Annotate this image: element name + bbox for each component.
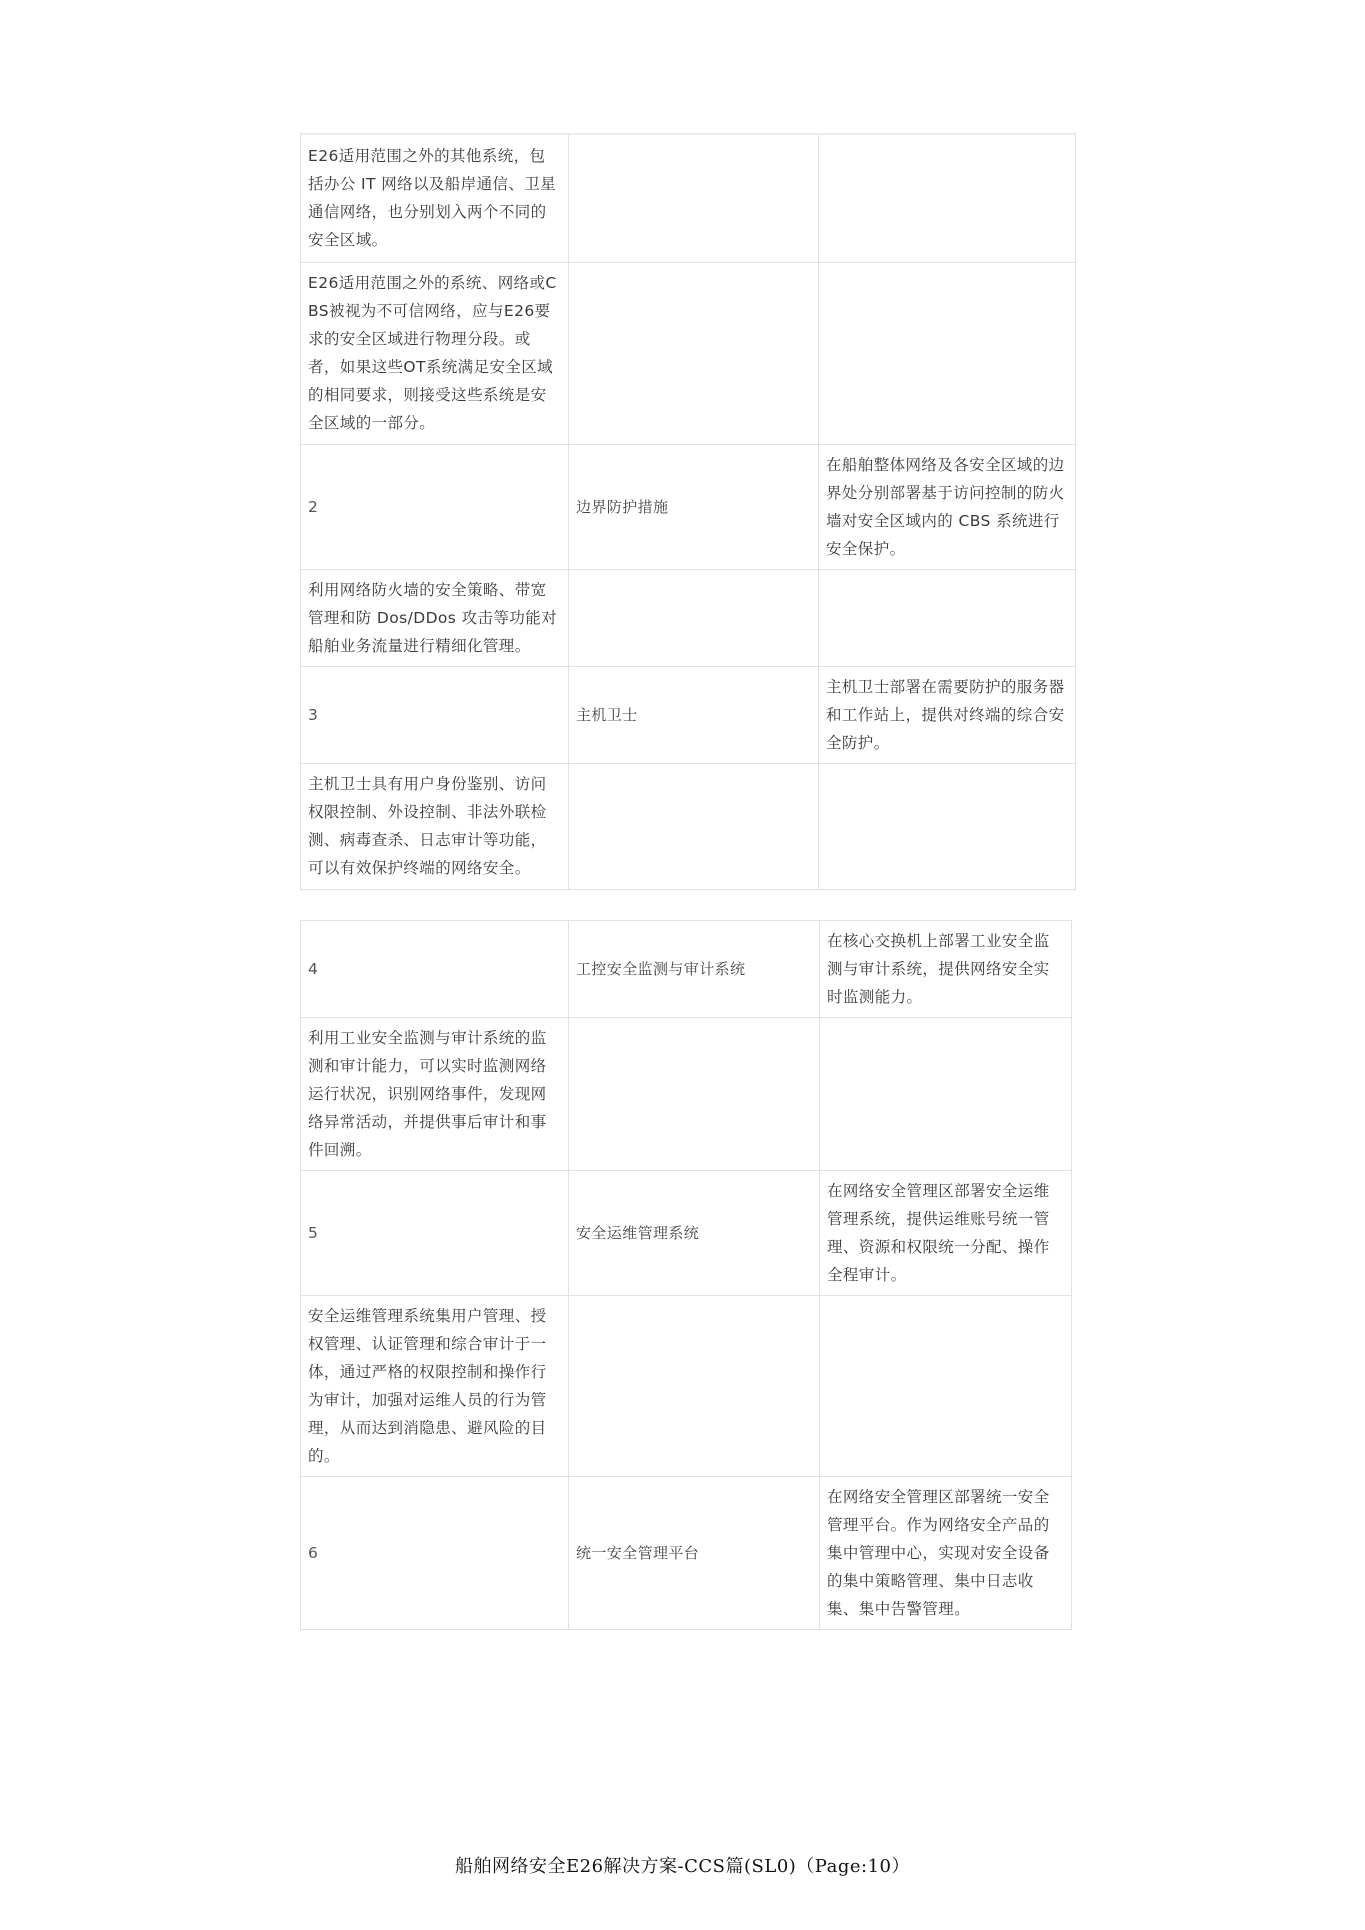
table-cell-measure-detail: 主机卫士部署在需要防护的服务器和工作站上，提供对终端的综合安全防护。 bbox=[819, 666, 1076, 763]
table-row bbox=[301, 1018, 1072, 1171]
table-cell-empty bbox=[569, 262, 819, 444]
security-measures-table-part-1 bbox=[300, 133, 1076, 890]
table-row bbox=[301, 134, 1076, 262]
table-row bbox=[301, 921, 1072, 1018]
table-cell-item-number: 5 bbox=[301, 1171, 569, 1296]
table-row bbox=[301, 666, 1076, 763]
table-cell-item-number: 3 bbox=[301, 666, 569, 763]
table-cell-empty bbox=[569, 763, 819, 889]
table-row bbox=[301, 444, 1076, 569]
table-cell-item-number: 6 bbox=[301, 1477, 569, 1630]
table-cell-empty bbox=[569, 569, 819, 666]
table-cell-measure-detail: 在核心交换机上部署工业安全监测与审计系统，提供网络安全实时监测能力。 bbox=[820, 921, 1072, 1018]
table-cell-measure-name: 工控安全监测与审计系统 bbox=[569, 921, 820, 1018]
table-cell-empty bbox=[820, 1296, 1072, 1477]
table-cell-item-number: 2 bbox=[301, 444, 569, 569]
table-cell-description: 安全运维管理系统集用户管理、授权管理、认证管理和综合审计于一体，通过严格的权限控制和操作行为审计，加强对运维人员的行为管理，从而达到消隐患、避风险的目的。 bbox=[301, 1296, 569, 1477]
table-cell-measure-name: 边界防护措施 bbox=[569, 444, 819, 569]
table-cell-description: E26适用范围之外的系统、网络或CBS被视为不可信网络，应与E26要求的安全区域进行物理分段。或者，如果这些OT系统满足安全区域的相同要求，则接受这些系统是安全区域的一部分。 bbox=[301, 262, 569, 444]
table-cell-empty bbox=[569, 1018, 820, 1171]
table-cell-measure-name: 主机卫士 bbox=[569, 666, 819, 763]
table-cell-item-number: 4 bbox=[301, 921, 569, 1018]
table-row bbox=[301, 1477, 1072, 1630]
table-cell-measure-detail: 在网络安全管理区部署统一安全管理平台。作为网络安全产品的集中管理中心，实现对安全设备的集中策略管理、集中日志收集、集中告警管理。 bbox=[820, 1477, 1072, 1630]
table-cell-measure-name: 安全运维管理系统 bbox=[569, 1171, 820, 1296]
table-cell-description: E26适用范围之外的其他系统，包括办公 IT 网络以及船岸通信、卫星通信网络，也分别划入两个不同的安全区域。 bbox=[301, 134, 569, 262]
table-row bbox=[301, 569, 1076, 666]
table-cell-empty bbox=[569, 1296, 820, 1477]
table-row bbox=[301, 763, 1076, 889]
table-cell-description: 利用网络防火墙的安全策略、带宽管理和防 Dos/DDos 攻击等功能对船舶业务流量进行精细化管理。 bbox=[301, 569, 569, 666]
table-cell-description: 利用工业安全监测与审计系统的监测和审计能力，可以实时监测网络运行状况，识别网络事件，发现网络异常活动，并提供事后审计和事件回溯。 bbox=[301, 1018, 569, 1171]
table-cell-empty bbox=[569, 134, 819, 262]
table-cell-description: 主机卫士具有用户身份鉴别、访问权限控制、外设控制、非法外联检测、病毒查杀、日志审计等功能，可以有效保护终端的网络安全。 bbox=[301, 763, 569, 889]
table-cell-empty bbox=[819, 763, 1076, 889]
table-cell-empty bbox=[819, 262, 1076, 444]
table-row bbox=[301, 1296, 1072, 1477]
table-row bbox=[301, 262, 1076, 444]
table-cell-empty bbox=[819, 569, 1076, 666]
table-cell-measure-detail: 在船舶整体网络及各安全区域的边界处分别部署基于访问控制的防火墙对安全区域内的 CBS 系统进行安全保护。 bbox=[819, 444, 1076, 569]
table-cell-measure-name: 统一安全管理平台 bbox=[569, 1477, 820, 1630]
table-cell-measure-detail: 在网络安全管理区部署安全运维管理系统，提供运维账号统一管理、资源和权限统一分配、操作全程审计。 bbox=[820, 1171, 1072, 1296]
security-measures-table-part-2 bbox=[300, 920, 1072, 1630]
page-footer: 船舶网络安全E26解决方案-CCS篇(SL0)（Page:10） bbox=[455, 1856, 910, 1877]
table-cell-empty bbox=[819, 134, 1076, 262]
table-row bbox=[301, 1171, 1072, 1296]
table-cell-empty bbox=[820, 1018, 1072, 1171]
